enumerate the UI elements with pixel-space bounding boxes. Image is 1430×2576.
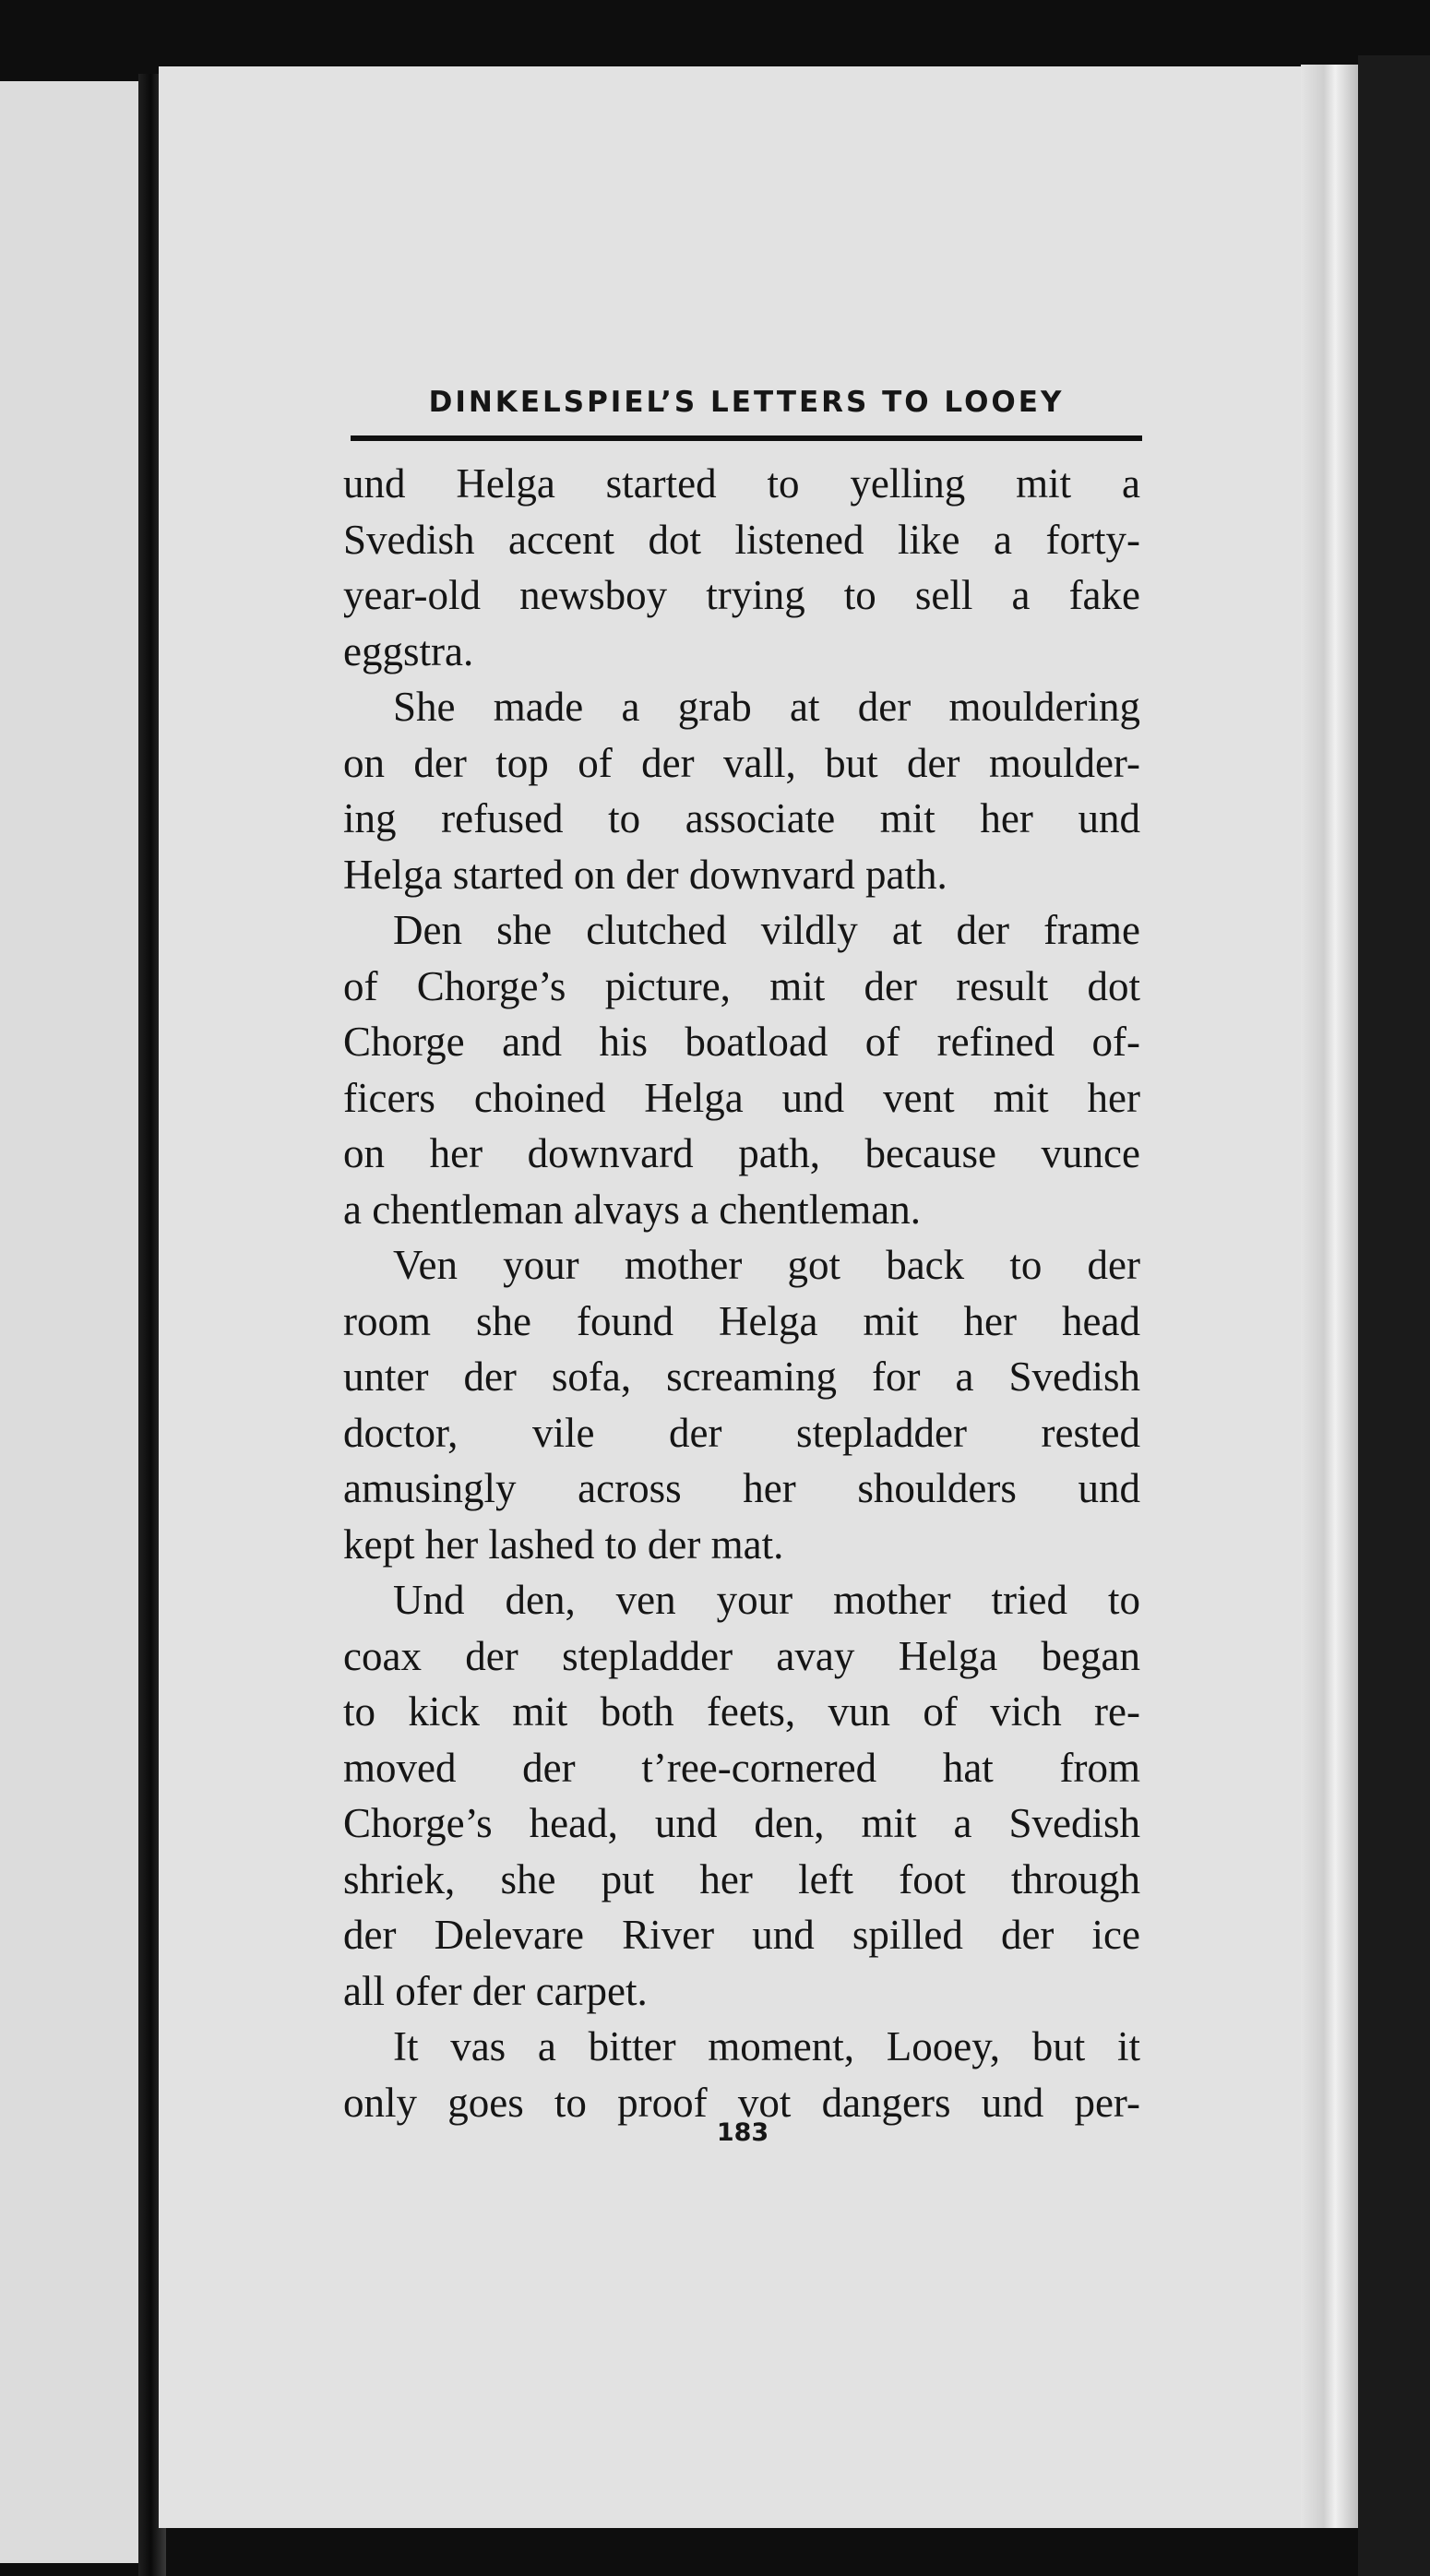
text-line: year-old newsboy trying to sell a fake: [343, 572, 1140, 618]
left-page-edge: [0, 81, 149, 2563]
text-line: unter der sofa, screaming for a Svedish: [343, 1354, 1140, 1400]
text-line: der Delevare River und spilled der ice: [343, 1912, 1140, 1958]
text-line: on der top of der vall, but der moulder-: [343, 739, 1140, 786]
text-line: It vas a bitter moment, Looey, but it: [393, 2023, 1140, 2069]
text-line: to kick mit both feets, vun of vich re-: [343, 1688, 1140, 1735]
text-line: ficers choined Helga und vent mit her: [343, 1074, 1140, 1121]
running-header: DINKELSPIEL’S LETTERS TO LOOEY: [351, 384, 1142, 441]
text-line: She made a grab at der mouldering: [393, 684, 1140, 730]
text-line: Ven your mother got back to der: [393, 1242, 1140, 1288]
page-edge-shadow: [1301, 65, 1358, 2528]
text-line: amusingly across her shoulders und: [343, 1465, 1140, 1511]
text-line: ing refused to associate mit her und: [343, 795, 1140, 841]
text-line: on her downvard path, because vunce: [343, 1130, 1140, 1176]
text-line: Chorge and his boatload of refined of-: [343, 1019, 1140, 1065]
text-line: Helga started on der downvard path.: [343, 851, 947, 898]
text-line: und Helga started to yelling mit a: [343, 460, 1140, 507]
text-line: only goes to proof vot dangers und per-: [343, 2079, 1140, 2126]
text-line: Svedish accent dot listened like a forty-: [343, 516, 1140, 563]
text-line: a chentleman alvays a chentleman.: [343, 1186, 921, 1233]
text-line: Und den, ven your mother tried to: [393, 1577, 1140, 1623]
text-line: Den she clutched vildly at der frame: [393, 907, 1140, 953]
text-line: Chorge’s head, und den, mit a Svedish: [343, 1800, 1140, 1846]
text-line: coax der stepladder avay Helga began: [343, 1632, 1140, 1679]
text-line: all ofer der carpet.: [343, 1967, 648, 2014]
text-line: kept her lashed to der mat.: [343, 1521, 784, 1568]
scan-border: [1358, 55, 1430, 2576]
text-line: of Chorge’s picture, mit der result dot: [343, 962, 1140, 1009]
page-number: 183: [716, 2118, 769, 2147]
text-line: doctor, vile der stepladder rested: [343, 1409, 1140, 1456]
text-line: room she found Helga mit her head: [343, 1297, 1140, 1344]
text-line: moved der t’ree-cornered hat from: [343, 1744, 1140, 1791]
body-text: [343, 456, 1140, 2130]
text-line: shriek, she put her left foot through: [343, 1855, 1140, 1902]
text-line: eggstra.: [343, 627, 474, 674]
